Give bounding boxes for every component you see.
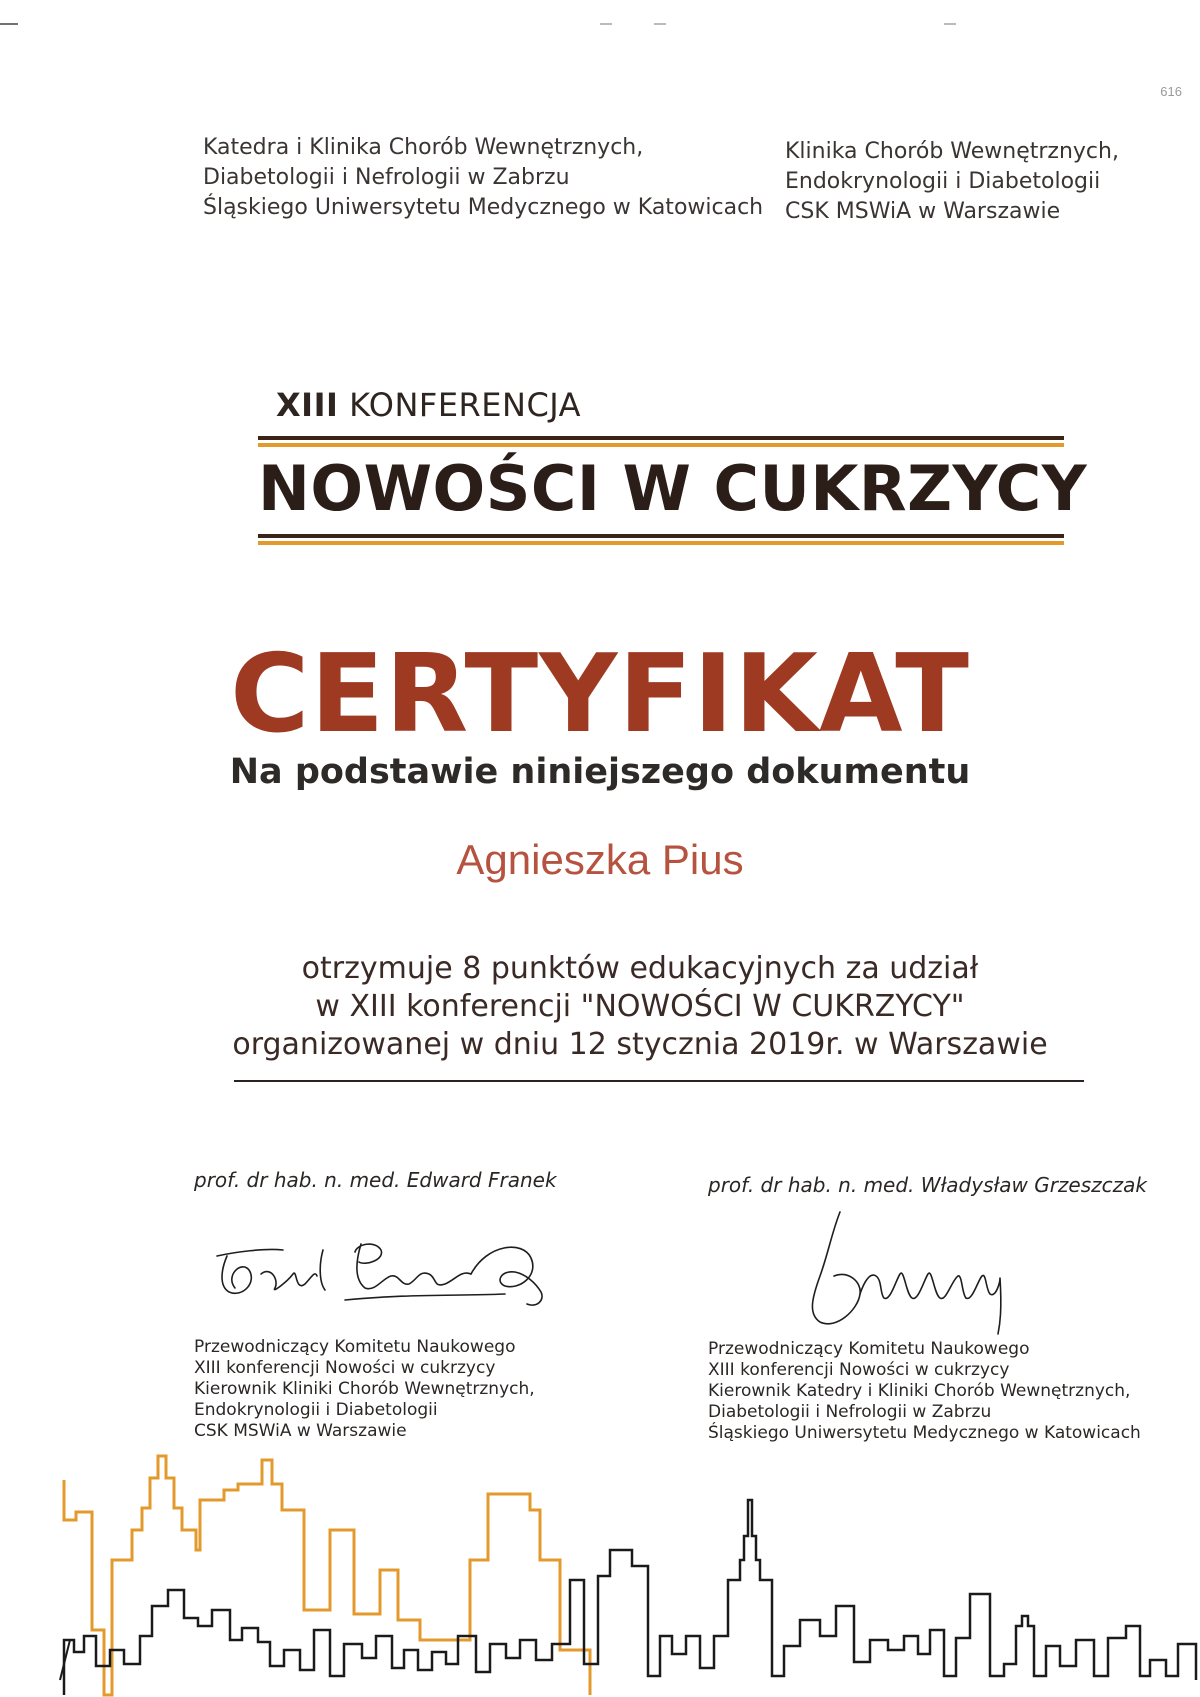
body-line: w XIII konferencji "NOWOŚCI W CUKRZYCY" [315,989,965,1024]
recipient-name: Agnieszka Pius [456,836,744,883]
conference-number: XIII [276,386,339,424]
certificate-subtitle: Na podstawie niniejszego dokumentu [229,752,971,792]
certificate-body [200,950,1080,1064]
title-bar-top [258,436,1064,452]
institution-left [203,133,763,223]
signature-left [205,1230,585,1320]
institution-right-line: Endokrynologii i Diabetologii [785,169,1101,194]
institution-right-line: CSK MSWiA w Warszawie [785,199,1061,224]
conference-title: NOWOŚCI W CUKRZYCY [258,452,1088,525]
signatory-role-right [708,1339,1141,1444]
role-line: Przewodniczący Komitetu Naukowego [194,1337,516,1357]
scan-marks [0,0,1200,40]
certificate-title: CERTYFIKAT [230,632,970,757]
role-line: Przewodniczący Komitetu Naukowego [708,1339,1030,1359]
institution-left-line: Diabetologii i Nefrologii w Zabrzu [203,165,570,190]
role-line: Kierownik Kliniki Chorób Wewnętrznych, [194,1379,535,1399]
role-line: CSK MSWiA w Warszawie [194,1421,407,1441]
institution-left-line: Śląskiego Uniwersytetu Medycznego w Katowicach [203,195,764,220]
role-line: Kierownik Katedry i Kliniki Chorób Wewnętrznych, [708,1381,1131,1401]
institution-right [785,137,1119,227]
signature-right [800,1198,1040,1338]
role-line: XIII konferencji Nowości w cukrzycy [194,1358,496,1378]
role-line: Śląskiego Uniwersytetu Medycznego w Katowicach [708,1423,1141,1443]
body-line: otrzymuje 8 punktów edukacyjnych za udział [301,951,979,986]
institution-left-line: Katedra i Klinika Chorób Wewnętrznych, [203,135,644,160]
divider-rule [234,1080,1084,1082]
page-number: 616 [1160,84,1182,99]
conference-word: KONFERENCJA [349,386,582,424]
role-line: Diabetologii i Nefrologii w Zabrzu [708,1402,992,1422]
body-line: organizowanej w dniu 12 stycznia 2019r. w Warszawie [232,1027,1048,1062]
institution-right-line: Klinika Chorób Wewnętrznych, [785,139,1119,164]
signatory-role-left [194,1337,535,1442]
role-line: XIII konferencji Nowości w cukrzycy [708,1360,1010,1380]
title-bar-bottom [258,534,1064,550]
city-skyline-illustration [0,1440,1200,1697]
conference-label [276,386,581,424]
signatory-name-right: prof. dr hab. n. med. Władysław Grzeszczak [708,1173,1147,1197]
signatory-name-left: prof. dr hab. n. med. Edward Franek [194,1168,557,1192]
role-line: Endokrynologii i Diabetologii [194,1400,438,1420]
skyline-black-outline [64,1500,1196,1695]
